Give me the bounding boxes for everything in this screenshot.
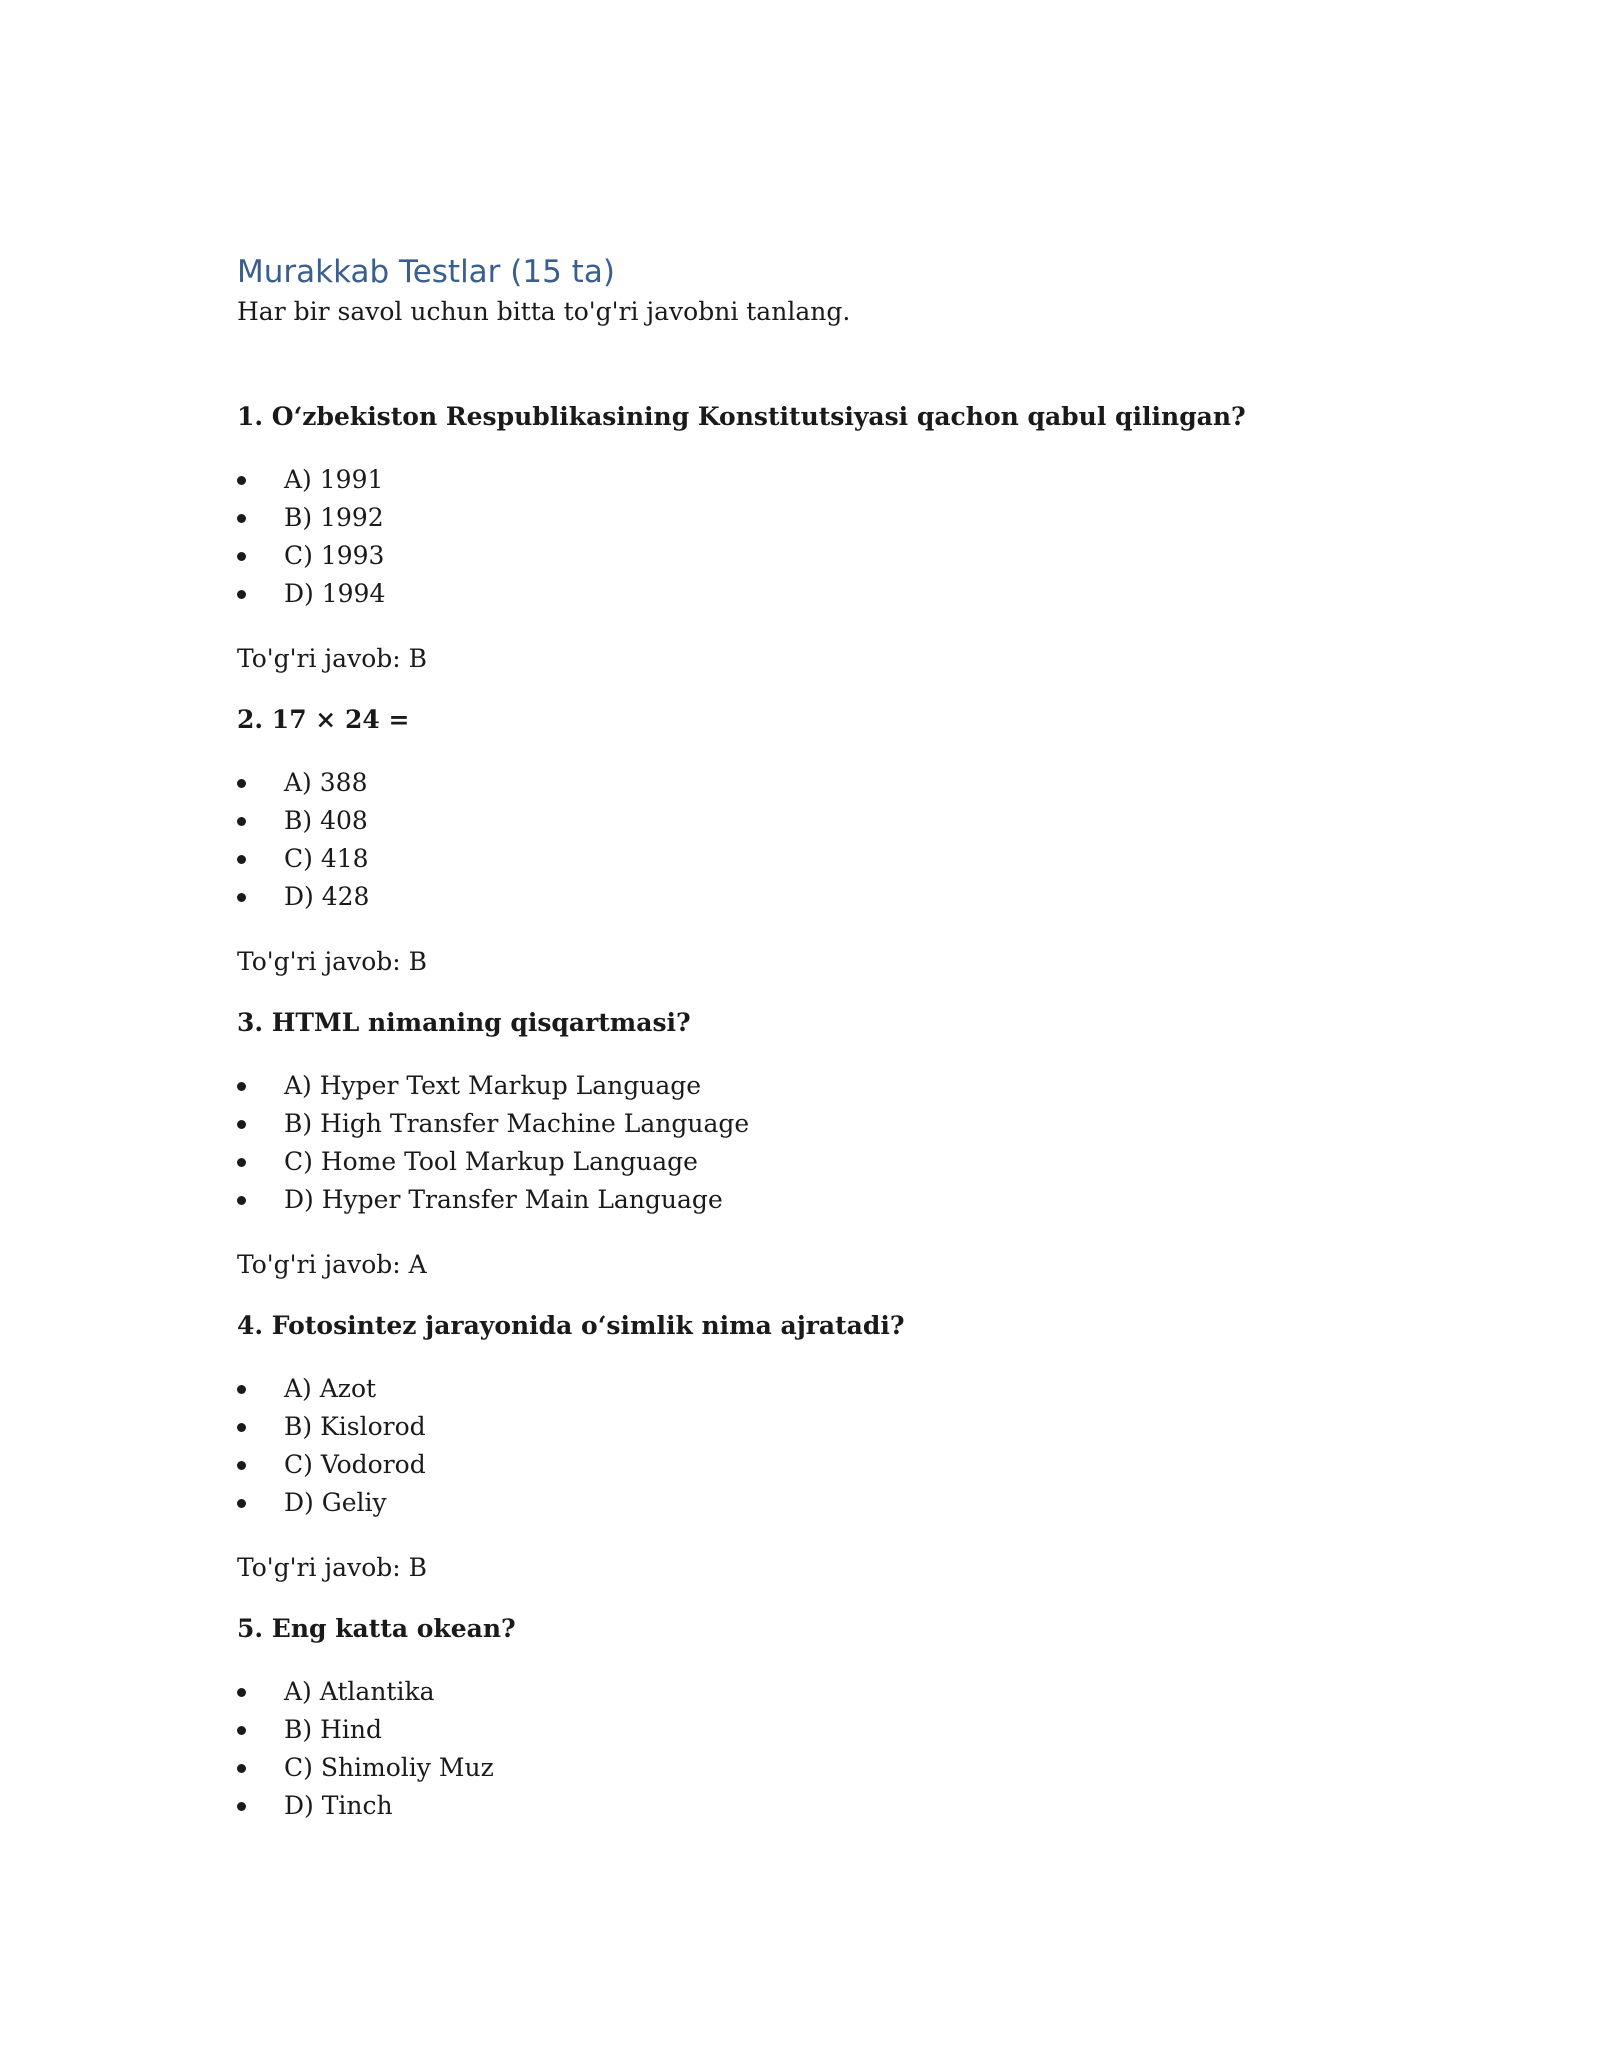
page-instructions: Har bir savol uchun bitta to'g'ri javobni tanlang. — [237, 297, 851, 326]
answer-option — [237, 537, 1367, 575]
option-label: A) Azot — [284, 1374, 377, 1403]
question-block — [237, 1005, 1367, 1283]
question-text: 5. Eng katta okean? — [237, 1614, 516, 1643]
bullet-icon — [237, 514, 246, 523]
answer-options — [237, 1067, 1367, 1219]
answer-option — [237, 499, 1367, 537]
bullet-icon — [237, 1082, 246, 1091]
option-label: A) Hyper Text Markup Language — [284, 1071, 702, 1100]
answer-option — [237, 1749, 1367, 1787]
bullet-icon — [237, 590, 246, 599]
answer-option — [237, 1787, 1367, 1825]
answer-option — [237, 764, 1367, 802]
answer-option — [237, 1446, 1367, 1484]
answer-option — [237, 1673, 1367, 1711]
answer-option — [237, 575, 1367, 613]
question-block — [237, 399, 1367, 677]
option-label: D) 1994 — [284, 579, 386, 608]
question-text: 3. HTML nimaning qisqartmasi? — [237, 1008, 691, 1037]
answer-options — [237, 461, 1367, 613]
answer-option — [237, 1067, 1367, 1105]
bullet-icon — [237, 1499, 246, 1508]
answer-options — [237, 1673, 1367, 1825]
bullet-icon — [237, 855, 246, 864]
bullet-icon — [237, 817, 246, 826]
correct-answer: To'g'ri javob: B — [237, 1553, 428, 1582]
answer-options — [237, 764, 1367, 916]
answer-option — [237, 461, 1367, 499]
option-label: B) 408 — [284, 806, 368, 835]
question-text: 4. Fotosintez jarayonida o‘simlik nima ajratadi? — [237, 1311, 905, 1340]
question-block — [237, 1611, 1367, 1825]
option-label: D) Hyper Transfer Main Language — [284, 1185, 723, 1214]
option-label: A) 1991 — [284, 465, 384, 494]
answer-options — [237, 1370, 1367, 1522]
bullet-icon — [237, 1461, 246, 1470]
bullet-icon — [237, 1120, 246, 1129]
answer-option — [237, 1484, 1367, 1522]
answer-option — [237, 1181, 1367, 1219]
document-page — [237, 252, 1367, 1825]
page-title: Murakkab Testlar (15 ta) — [237, 254, 615, 290]
question-block — [237, 1308, 1367, 1586]
option-label: C) 418 — [284, 844, 369, 873]
bullet-icon — [237, 552, 246, 561]
option-label: A) 388 — [284, 768, 368, 797]
bullet-icon — [237, 893, 246, 902]
correct-answer: To'g'ri javob: B — [237, 644, 428, 673]
question-block — [237, 702, 1367, 980]
option-label: C) Shimoliy Muz — [284, 1753, 494, 1782]
answer-option — [237, 878, 1367, 916]
answer-option — [237, 840, 1367, 878]
bullet-icon — [237, 1158, 246, 1167]
bullet-icon — [237, 779, 246, 788]
option-label: B) Hind — [284, 1715, 382, 1744]
answer-option — [237, 1105, 1367, 1143]
option-label: C) Vodorod — [284, 1450, 426, 1479]
option-label: B) Kislorod — [284, 1412, 426, 1441]
bullet-icon — [237, 1423, 246, 1432]
question-list — [237, 399, 1367, 1825]
bullet-icon — [237, 1726, 246, 1735]
question-text: 2. 17 × 24 = — [237, 705, 410, 734]
bullet-icon — [237, 1688, 246, 1697]
correct-answer: To'g'ri javob: B — [237, 947, 428, 976]
answer-option — [237, 802, 1367, 840]
option-label: D) Tinch — [284, 1791, 393, 1820]
option-label: B) 1992 — [284, 503, 384, 532]
option-label: D) Geliy — [284, 1488, 387, 1517]
answer-option — [237, 1143, 1367, 1181]
answer-option — [237, 1370, 1367, 1408]
answer-option — [237, 1711, 1367, 1749]
bullet-icon — [237, 1385, 246, 1394]
bullet-icon — [237, 1802, 246, 1811]
question-text: 1. O‘zbekiston Respublikasining Konstitutsiyasi qachon qabul qilingan? — [237, 402, 1246, 431]
option-label: C) 1993 — [284, 541, 385, 570]
option-label: B) High Transfer Machine Language — [284, 1109, 750, 1138]
option-label: D) 428 — [284, 882, 370, 911]
option-label: A) Atlantika — [284, 1677, 435, 1706]
option-label: C) Home Tool Markup Language — [284, 1147, 698, 1176]
bullet-icon — [237, 1196, 246, 1205]
bullet-icon — [237, 476, 246, 485]
bullet-icon — [237, 1764, 246, 1773]
answer-option — [237, 1408, 1367, 1446]
correct-answer: To'g'ri javob: A — [237, 1250, 427, 1279]
